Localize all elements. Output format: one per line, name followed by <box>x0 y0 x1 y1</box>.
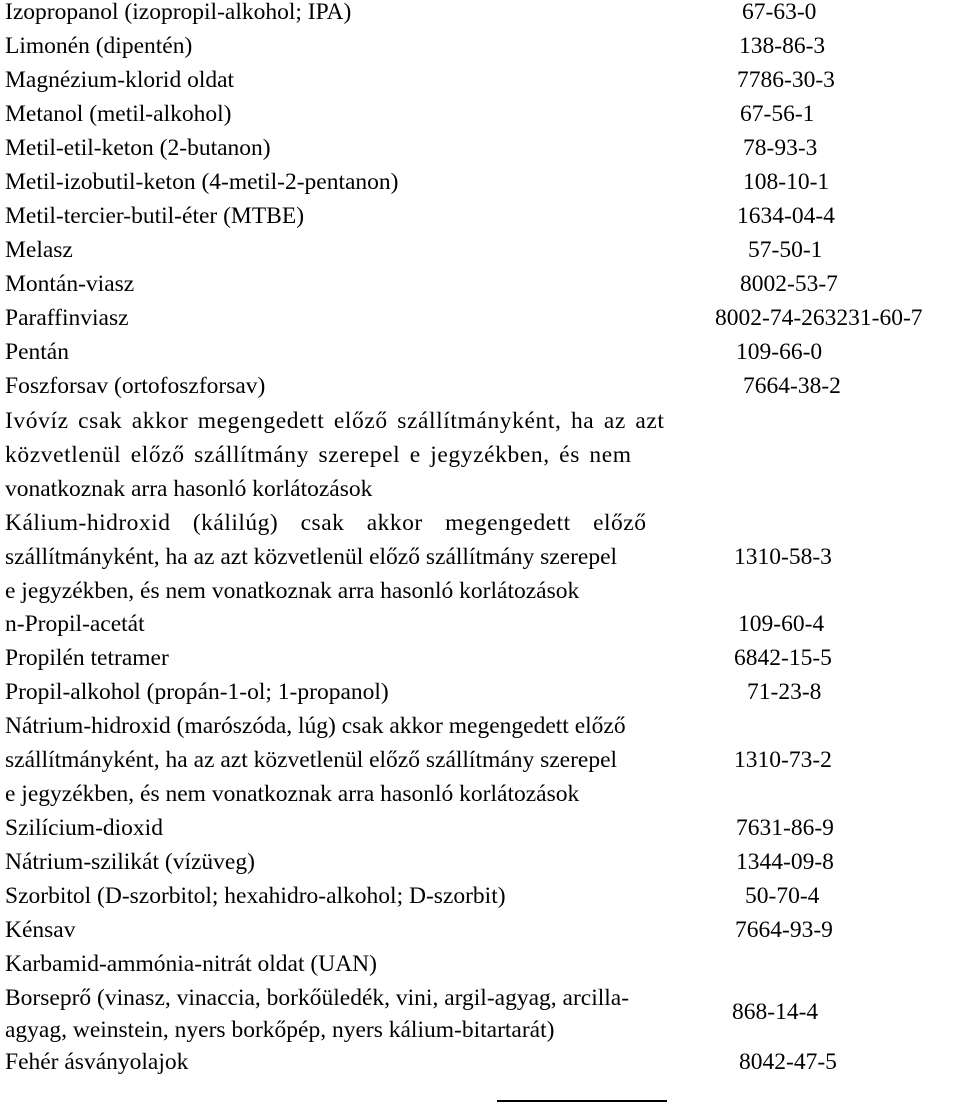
cas-number: 71-23-8 <box>747 679 822 705</box>
cas-number: 78-93-3 <box>743 135 818 161</box>
cas-number: 1310-58-3 <box>734 544 832 570</box>
cas-number: 8042-47-5 <box>739 1049 837 1075</box>
substance-name: Metil-izobutil-keton (4-metil-2-pentanon) <box>5 169 399 195</box>
substance-name: Izopropanol (izopropil-alkohol; IPA) <box>5 0 352 25</box>
cas-number: 1344-09-8 <box>736 849 834 875</box>
substance-name-line: Borseprő (vinasz, vinaccia, borkőüledék, vini, argil-agyag, arcilla- <box>5 985 630 1011</box>
cas-number: 109-66-0 <box>736 339 823 365</box>
substance-name-line: Ivóvíz csak akkor megengedett előző szállítmányként, ha az azt <box>5 408 665 434</box>
substance-name-line: szállítmányként, ha az azt közvetlenül előző szállítmány szerepel <box>5 747 618 773</box>
substance-name-line: agyag, weinstein, nyers borkőpép, nyers kálium-bitartarát) <box>5 1017 555 1043</box>
substance-name: n-Propil-acetát <box>5 611 145 637</box>
substance-name: Limonén (dipentén) <box>5 33 193 59</box>
substance-name-line: e jegyzékben, és nem vonatkoznak arra hasonló korlátozások <box>5 578 580 604</box>
substance-name: Propil-alkohol (propán-1-ol; 1-propanol) <box>5 679 389 705</box>
substance-name-line: közvetlenül előző szállítmány szerepel e jegyzékben, és nem <box>5 442 632 468</box>
substance-name-line: szállítmányként, ha az azt közvetlenül előző szállítmány szerepel <box>5 544 618 570</box>
cas-number: 7664-93-9 <box>735 917 833 943</box>
substance-name: Pentán <box>5 339 69 365</box>
substance-name: Nátrium-szilikát (vízüveg) <box>5 849 255 875</box>
substance-name-line: e jegyzékben, és nem vonatkoznak arra hasonló korlátozások <box>5 781 580 807</box>
cas-number: 67-63-0 <box>742 0 817 25</box>
substance-name: Propilén tetramer <box>5 645 169 671</box>
cas-number: 7664-38-2 <box>743 373 841 399</box>
substance-name: Melasz <box>5 237 73 263</box>
cas-number: 7786-30-3 <box>737 67 835 93</box>
substance-name: Szilícium-dioxid <box>5 815 163 841</box>
substance-name: Karbamid-ammónia-nitrát oldat (UAN) <box>5 951 377 977</box>
cas-number: 1310-73-2 <box>734 747 832 773</box>
cas-number: 50-70-4 <box>745 883 820 909</box>
cas-number: 109-60-4 <box>738 611 825 637</box>
substance-name: Montán-viasz <box>5 271 135 297</box>
substance-name: Magnézium-klorid oldat <box>5 67 235 93</box>
substance-name-line: vonatkoznak arra hasonló korlátozások <box>5 476 373 502</box>
cas-number: 108-10-1 <box>743 169 830 195</box>
cas-number: 138-86-3 <box>739 33 826 59</box>
cas-number: 7631-86-9 <box>736 815 834 841</box>
cas-number: 8002-74-263231-60-7 <box>715 305 923 331</box>
substance-name-line: Kálium-hidroxid (kálilúg) csak akkor megengedett előző <box>5 510 647 536</box>
substance-name: Szorbitol (D-szorbitol; hexahidro-alkohol; D-szorbit) <box>5 883 506 909</box>
substance-name-line: Nátrium-hidroxid (marószóda, lúg) csak akkor megengedett előző <box>5 713 626 739</box>
substance-name: Kénsav <box>5 917 76 943</box>
cas-number: 1634-04-4 <box>737 203 835 229</box>
footnote-divider <box>497 1100 667 1102</box>
substance-name: Metil-tercier-butil-éter (MTBE) <box>5 203 305 229</box>
cas-number: 6842-15-5 <box>734 645 832 671</box>
substance-name: Paraffinviasz <box>5 305 129 331</box>
substance-name: Metanol (metil-alkohol) <box>5 101 232 127</box>
cas-number: 67-56-1 <box>740 101 815 127</box>
cas-number: 57-50-1 <box>748 237 823 263</box>
substance-name: Foszforsav (ortofoszforsav) <box>5 373 266 399</box>
cas-number: 8002-53-7 <box>740 271 838 297</box>
cas-number: 868-14-4 <box>732 999 819 1025</box>
substance-name: Fehér ásványolajok <box>5 1049 189 1075</box>
substance-name: Metil-etil-keton (2-butanon) <box>5 135 271 161</box>
